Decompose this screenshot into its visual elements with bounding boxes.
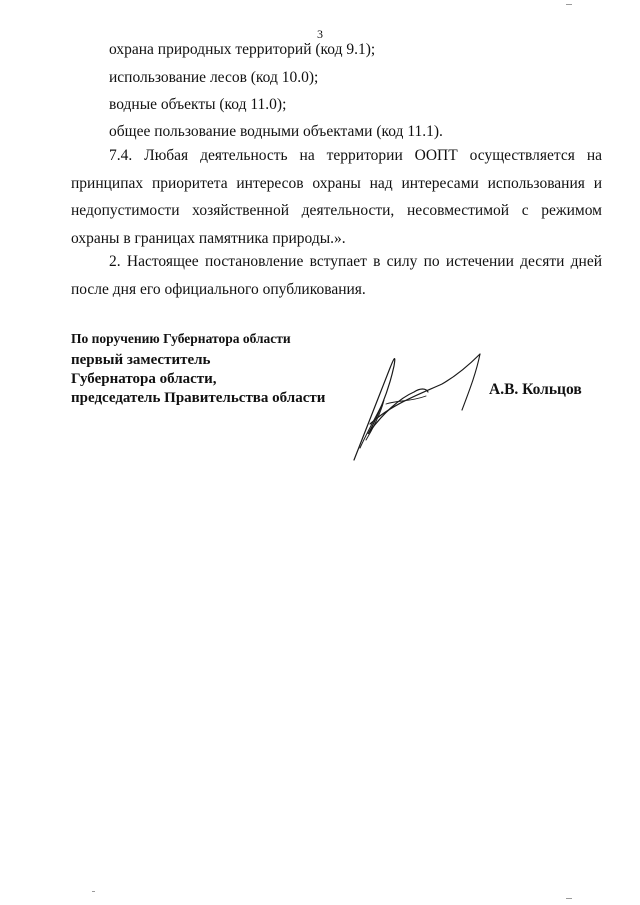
signature-line-on-behalf: По поручению Губернатора области bbox=[71, 331, 291, 346]
handwritten-signature bbox=[340, 344, 490, 462]
paragraph-7-4: 7.4. Любая деятельность на территории ООПТ осуществляется на принципах приоритета интересов охраны над интересами использования и недопустимости хозяйственной деятельности, несовместимой с режимом охраны в границах памятника природы.». bbox=[71, 147, 602, 247]
signature-block bbox=[71, 327, 325, 408]
paragraph-effective-date: 2. Настоящее постановление вступает в силу по истечении десяти дней после дня его официального опубликования. bbox=[71, 253, 602, 298]
list-item: охрана природных территорий (код 9.1); bbox=[109, 41, 376, 58]
page-number: 3 bbox=[317, 27, 323, 41]
list-item: водные объекты (код 11.0); bbox=[109, 96, 287, 113]
signer-name: А.В. Кольцов bbox=[489, 381, 582, 398]
signature-line-position: первый заместитель bbox=[71, 352, 211, 368]
signature-line-governor: Губернатора области, bbox=[71, 371, 217, 387]
corner-mark bbox=[92, 891, 95, 892]
list-item: использование лесов (код 10.0); bbox=[109, 69, 319, 86]
signature-line-chairman: председатель Правительства области bbox=[71, 390, 326, 406]
list-item: общее пользование водными объектами (код 11.1). bbox=[109, 123, 443, 140]
corner-mark bbox=[566, 898, 572, 899]
corner-mark bbox=[566, 4, 572, 5]
